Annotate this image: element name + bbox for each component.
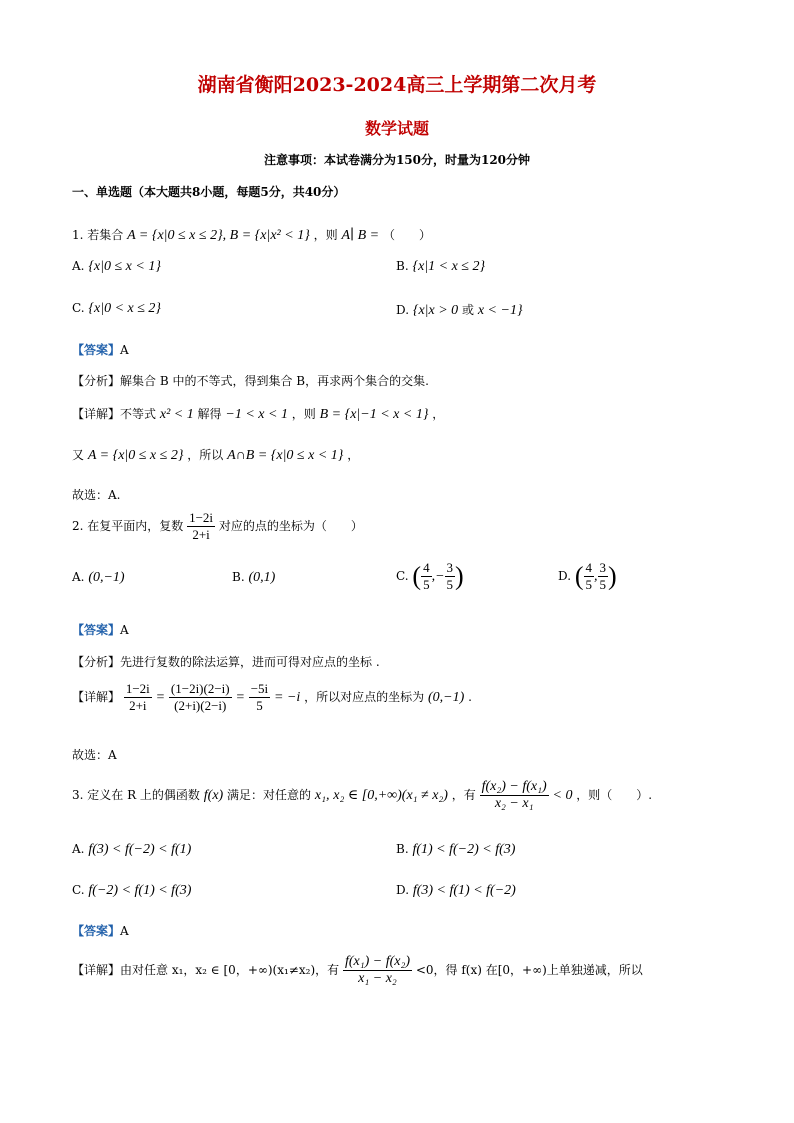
q3-stem-text-3: ，有: [451, 788, 476, 802]
detail-math: (0,−1): [427, 690, 465, 705]
q2-option-a: [72, 570, 125, 586]
fraction-denominator: 5: [585, 577, 593, 592]
q3-fraction: [480, 779, 549, 812]
q2-answer: [72, 621, 129, 638]
q3-option-c: [72, 883, 191, 899]
option-math: {x|0 ≤ x < 1}: [88, 259, 161, 274]
fraction-2: [445, 560, 456, 593]
answer-value: A: [120, 343, 129, 357]
detail-math-3: B = {x|−1 < x < 1}: [319, 407, 429, 422]
q2-option-b: [232, 570, 275, 586]
option-label: D.: [396, 303, 410, 317]
q3-stem-math-4: < 0: [552, 788, 573, 803]
detail-text: ，所以对应点的坐标为: [304, 690, 425, 704]
detail-tag: 【详解】: [72, 407, 121, 421]
option-label: B.: [232, 570, 245, 584]
option-text: 或: [462, 303, 475, 317]
q2-analysis: [72, 653, 380, 670]
option-label: A.: [72, 842, 85, 856]
option-math: (0,−1): [88, 570, 125, 585]
detail-math: x² < 1: [159, 407, 194, 422]
analysis-tag: 【分析】: [72, 655, 121, 669]
fraction-denominator: x₂ − x₁: [494, 796, 534, 811]
fraction-denominator: (2+i)(2−i): [174, 698, 227, 713]
option-label: A.: [72, 570, 85, 584]
fraction: [343, 954, 412, 987]
fraction: [421, 560, 432, 593]
q1-option-b: [396, 259, 485, 275]
fraction-3: [249, 681, 270, 714]
option-label: A.: [72, 259, 85, 273]
section-heading: 一、单选题（本大题共8小题，每题5分，共40分）: [72, 185, 346, 199]
answer-value: A: [120, 924, 129, 938]
q1-option-a: [72, 259, 161, 275]
q1-stem-math: A = {x|0 ≤ x ≤ 2}, B = {x|x² < 1}: [127, 228, 310, 243]
q2-choose: 故选：A: [72, 748, 117, 762]
fraction-numerator: 3: [599, 560, 607, 575]
fraction-denominator: 5: [446, 577, 454, 592]
left-paren: (: [412, 561, 422, 591]
detail-text-2: 解得: [197, 407, 222, 421]
fraction-numerator: (1−2i)(2−i): [170, 681, 230, 696]
q2-option-d: [558, 560, 617, 593]
detail-tag: 【详解】: [72, 690, 121, 704]
separator: ,−: [431, 569, 445, 584]
equals: =: [155, 690, 166, 705]
right-paren: ): [608, 561, 617, 591]
fraction-numerator: 1−2i: [189, 510, 214, 525]
q1-analysis: [72, 372, 429, 389]
right-paren: ): [455, 561, 464, 591]
detail-text-3: ，: [347, 448, 360, 462]
detail-tag: 【详解】: [72, 963, 121, 977]
q3-stem-math-2: x₁,: [314, 788, 330, 803]
fraction-denominator: 2+i: [192, 527, 210, 542]
option-math: f(3) < f(−2) < f(1): [88, 842, 192, 857]
fraction: [124, 681, 152, 714]
fraction-2: [169, 681, 232, 714]
fraction-denominator: 2+i: [129, 698, 147, 713]
fraction-numerator: f(x₁) − f(x₂): [344, 954, 410, 969]
fraction-numerator: 3: [446, 560, 454, 575]
detail-end: .: [468, 690, 472, 704]
option-label: C.: [72, 883, 85, 897]
option-math: f(3) < f(1) < f(−2): [412, 883, 516, 898]
q2-stem: [72, 510, 363, 543]
option-label: B.: [396, 259, 409, 273]
option-label: D.: [558, 569, 572, 583]
answer-tag: 【答案】: [72, 343, 121, 357]
q3-answer: [72, 922, 129, 939]
option-label: C.: [396, 569, 409, 583]
option-math: (0,1): [248, 570, 276, 585]
analysis-text: 解集合 B 中的不等式，得到集合 B，再求两个集合的交集.: [120, 374, 429, 388]
option-math: f(1) < f(−2) < f(3): [412, 842, 516, 857]
q2-stem-text: 2. 在复平面内，复数: [72, 519, 184, 533]
q3-stem-math-3: x₂ ∈ [0,+∞)(x₁ ≠ x₂): [333, 788, 448, 803]
separator: ,: [594, 569, 598, 584]
fraction-numerator: 1−2i: [125, 681, 150, 696]
fraction-numerator: 4: [423, 560, 430, 575]
detail-text-3: ，则: [291, 407, 316, 421]
fraction-2: [598, 560, 609, 593]
q3-stem-text-4: ，则（ ）.: [576, 788, 653, 802]
q1-option-c: [72, 301, 161, 317]
detail-text: 不等式: [120, 407, 157, 421]
detail-text: 由对任意 x₁，x₂ ∈ [0，+∞)(x₁≠x₂)，有: [120, 963, 340, 977]
q1-stem-math-2: A∣ B =: [341, 228, 380, 243]
option-math-2: x < −1}: [477, 303, 523, 318]
option-math: f(−2) < f(1) < f(3): [88, 883, 192, 898]
option-label: C.: [72, 301, 85, 315]
q2-option-c: [396, 560, 464, 593]
q1-stem-text-2: ，则: [313, 228, 338, 242]
fraction-numerator: f(x₂) − f(x₁): [481, 779, 547, 794]
analysis-tag: 【分析】: [72, 374, 121, 388]
option-math: {x|x > 0: [412, 303, 459, 318]
left-paren: (: [574, 561, 584, 591]
detail-text-2: ，所以: [187, 448, 224, 462]
fraction-denominator: 5: [423, 577, 430, 592]
detail-math-2: −1 < x < 1: [225, 407, 288, 422]
q2-fraction: [187, 510, 215, 543]
q3-stem-math: f(x): [203, 788, 224, 803]
q3-option-b: [396, 842, 515, 858]
detail-math: A = {x|0 ≤ x ≤ 2}: [87, 448, 184, 463]
q1-answer: [72, 341, 129, 358]
q2-stem-text-2: 对应的点的坐标为（ ）: [218, 519, 363, 533]
fraction-numerator: 4: [585, 560, 593, 575]
q3-detail: [72, 954, 643, 987]
answer-tag: 【答案】: [72, 623, 121, 637]
fraction-denominator: 5: [256, 698, 263, 713]
q3-stem: [72, 779, 652, 812]
fraction-denominator: x₁ − x₂: [358, 971, 397, 986]
detail-text-2: <0，得 f(x) 在[0，+∞)上单独递减，所以: [415, 963, 643, 977]
detail-math-2: A∩B = {x|0 ≤ x < 1}: [227, 448, 344, 463]
q3-stem-text: 3. 定义在 R 上的偶函数: [72, 788, 200, 802]
option-label: D.: [396, 883, 410, 897]
option-math: {x|1 < x ≤ 2}: [412, 259, 486, 274]
q1-choose: 故选：A.: [72, 488, 121, 502]
option-math: {x|0 < x ≤ 2}: [88, 301, 162, 316]
q1-detail: [72, 405, 444, 423]
exam-notice: 注意事项：本试卷满分为150分，时量为120分钟: [263, 153, 531, 167]
fraction-denominator: 5: [599, 577, 607, 592]
detail-text-4: ，: [432, 407, 445, 421]
analysis-text: 先进行复数的除法运算，进而可得对应点的坐标 .: [120, 655, 380, 669]
q3-stem-text-2: 满足：对任意的: [227, 788, 312, 802]
q1-option-d: [396, 301, 523, 319]
q1-detail-line2: [72, 446, 359, 464]
option-label: B.: [396, 842, 409, 856]
q1-stem-text: 1. 若集合: [72, 228, 124, 242]
document-title: 湖南省衡阳2023-2024高三上学期第二次月考: [197, 74, 597, 96]
q1-stem: [72, 226, 431, 244]
equals-3: = −i: [274, 690, 301, 705]
answer-tag: 【答案】: [72, 924, 121, 938]
equals-2: =: [235, 690, 245, 705]
fraction-numerator: −5i: [250, 681, 269, 696]
document-subtitle: 数学试题: [364, 119, 429, 138]
q1-blank: （ ）: [382, 228, 431, 242]
detail-text: 又: [72, 448, 85, 462]
answer-value: A: [120, 623, 129, 637]
q3-option-d: [396, 883, 516, 899]
fraction: [584, 560, 595, 593]
q2-detail: [72, 681, 472, 714]
q3-option-a: [72, 842, 191, 858]
